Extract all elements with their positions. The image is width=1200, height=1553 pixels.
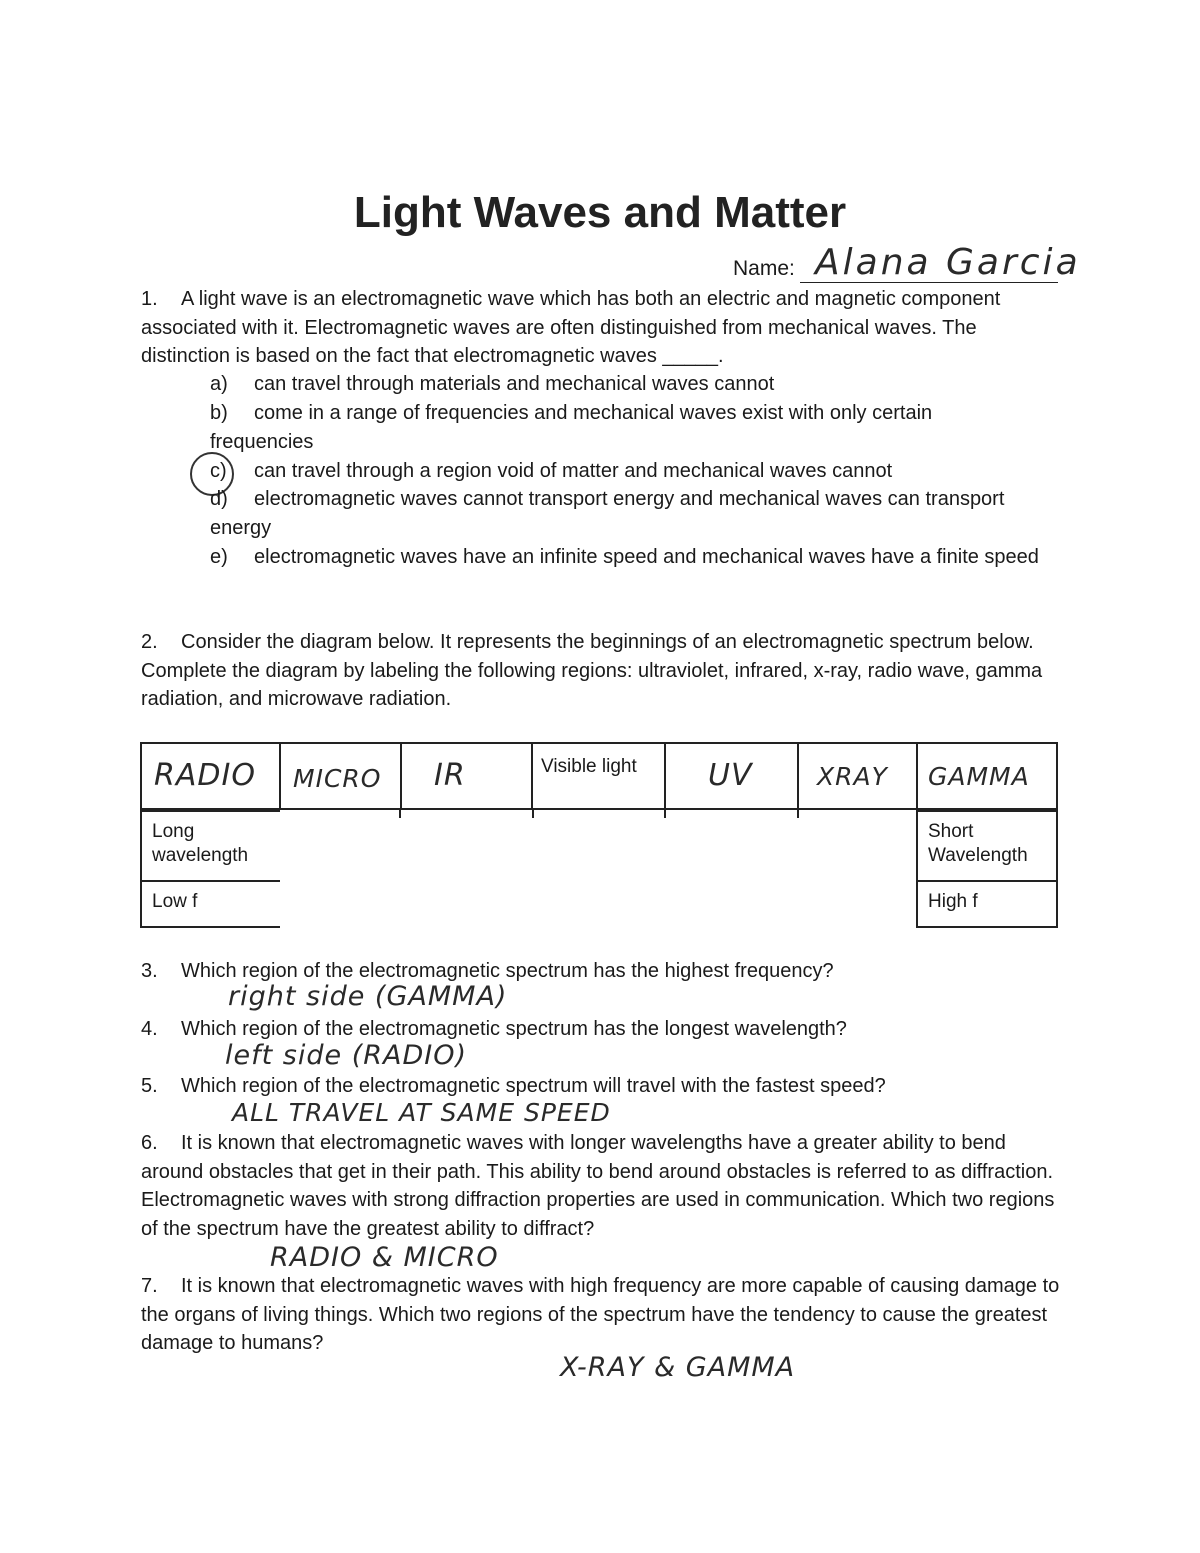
option-b — [210, 399, 1010, 456]
option-text: can travel through a region void of matter and mechanical waves cannot — [254, 460, 893, 482]
option-text: electromagnetic waves cannot transport energy and mechanical waves can transport energy — [210, 488, 1005, 539]
answer-7: X-RAY & GAMMA — [560, 1352, 796, 1383]
option-letter: b) — [210, 402, 228, 424]
tick-mark — [664, 808, 666, 818]
question-number: 5. — [141, 1075, 158, 1097]
question-1 — [141, 285, 1071, 371]
spectrum-table — [140, 742, 1058, 810]
student-name: Alana Garcia — [815, 242, 1081, 283]
option-letter: c) — [210, 460, 227, 482]
option-letter: a) — [210, 373, 228, 395]
low-frequency-label: Low f — [140, 880, 280, 928]
high-frequency-label: High f — [916, 880, 1058, 928]
question-number: 7. — [141, 1275, 158, 1297]
option-d — [210, 485, 1010, 542]
region-xray: XRAY — [799, 744, 918, 808]
short-wavelength-label: Short Wavelength — [916, 810, 1058, 882]
question-number: 4. — [141, 1018, 158, 1040]
region-radio: RADIO — [142, 744, 281, 808]
region-ir: IR — [402, 744, 533, 808]
question-number: 3. — [141, 960, 158, 982]
question-2-text: Consider the diagram below. It represents the beginnings of an electromagnetic spectrum below. Complete the diagram by labeling the following regions: ultraviolet, infrared, x-ray, radio wave, gamma radiation, and microwave radiation. — [141, 631, 1043, 710]
option-text: come in a range of frequencies and mechanical waves exist with only certain frequencies — [210, 402, 933, 453]
question-6 — [141, 1129, 1061, 1243]
tick-mark — [399, 808, 401, 818]
region-uv: UV — [666, 744, 799, 808]
option-e — [210, 543, 1070, 572]
region-visible: Visible light — [533, 744, 666, 808]
question-number: 6. — [141, 1132, 158, 1154]
question-1-number: 1. — [141, 288, 158, 310]
long-wavelength-label: Long wavelength — [140, 810, 280, 882]
option-text: can travel through materials and mechanical waves cannot — [254, 373, 775, 395]
question-2-number: 2. — [141, 631, 158, 653]
answer-5: ALL TRAVEL AT SAME SPEED — [232, 1098, 611, 1127]
question-text: It is known that electromagnetic waves with longer wavelengths have a greater ability to bend around obstacles that get in their path. This ability to bend around obstacles is referred to as diffraction. Electromagnetic waves with strong diffraction properties are used in communication. Which two regions of the spectrum have the greatest ability to diffract? — [141, 1132, 1055, 1240]
answer-3: right side (GAMMA) — [228, 981, 508, 1012]
option-letter: e) — [210, 546, 228, 568]
tick-mark — [532, 808, 534, 818]
option-letter: d) — [210, 488, 228, 510]
name-label: Name: — [733, 257, 795, 280]
answer-6: RADIO & MICRO — [270, 1242, 499, 1273]
question-text: Which region of the electromagnetic spectrum will travel with the fastest speed? — [181, 1075, 886, 1097]
answer-4: left side (RADIO) — [225, 1040, 467, 1071]
question-text: Which region of the electromagnetic spectrum has the longest wavelength? — [181, 1018, 847, 1040]
question-7 — [141, 1272, 1061, 1358]
page-title: Light Waves and Matter — [353, 188, 847, 237]
question-1-text: A light wave is an electromagnetic wave which has both an electric and magnetic component associated with it. Electromagnetic waves are often distinguished from mechanical waves. The distinction is based on the fact that electromagnetic waves _____. — [141, 288, 1001, 367]
question-text: It is known that electromagnetic waves with high frequency are more capable of causing damage to the organs of living things. Which two regions of the spectrum have the tendency to cause the greatest damage to humans? — [141, 1275, 1060, 1354]
option-text: electromagnetic waves have an infinite speed and mechanical waves have a finite speed — [254, 546, 1039, 568]
region-micro: MICRO — [281, 744, 402, 808]
option-a — [210, 370, 774, 399]
region-gamma: GAMMA — [928, 762, 1030, 791]
question-text: Which region of the electromagnetic spectrum has the highest frequency? — [181, 960, 834, 982]
question-2 — [141, 628, 1071, 714]
tick-mark — [797, 808, 799, 818]
question-5 — [141, 1072, 1071, 1101]
option-c — [210, 457, 892, 486]
